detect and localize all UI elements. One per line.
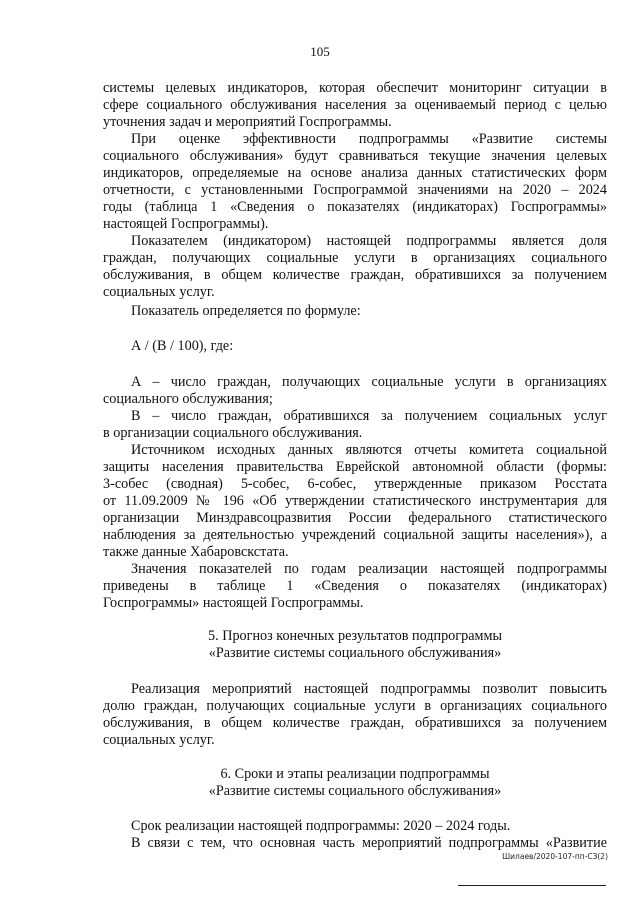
text-line: долю граждан, получающих социальные услуги в организациях социального [103, 698, 607, 714]
section-heading: «Развитие системы социального обслуживания» [208, 783, 502, 799]
text-line: социальных услуг. [103, 284, 215, 300]
text-line: Источником исходных данных являются отчеты комитета социальной [131, 442, 607, 458]
text-line: уточнения задач и мероприятий Госпрограммы. [103, 114, 392, 130]
text-line: наблюдения за деятельностью учреждений социальной защиты населения»), а [103, 527, 607, 543]
text-line: также данные Хабаровскстата. [103, 544, 289, 560]
text-line: системы целевых индикаторов, которая обеспечит мониторинг ситуации в [103, 80, 607, 96]
text-line: В связи с тем, что основная часть мероприятий подпрограммы «Развитие [131, 835, 607, 851]
text-line: В – число граждан, обратившихся за получением социальных услуг [131, 408, 607, 424]
document-code: Шилаев/2020-107-пп-СЗ(2) [502, 852, 608, 861]
text-line: организации Минздравсоцразвития России федерального статистического [103, 510, 607, 526]
text-line: При оценке эффективности подпрограммы «Развитие системы [131, 131, 607, 147]
text-line: обслуживания, в общем количестве граждан, обратившихся за получением [103, 267, 607, 283]
footer-divider [458, 885, 606, 886]
section-heading: 6. Сроки и этапы реализации подпрограммы [220, 766, 490, 782]
text-line: Срок реализации настоящей подпрограммы: 2020 – 2024 годы. [131, 818, 511, 834]
text-line: сфере социального обслуживания населения за оцениваемый период с целью [103, 97, 607, 113]
text-line: защиты населения правительства Еврейской автономной области (формы: [103, 459, 607, 475]
text-line: Значения показателей по годам реализации настоящей подпрограммы [131, 561, 607, 577]
text-line: социального обслуживания» будут сравниваться текущие значения целевых [103, 148, 607, 164]
text-line: Реализация мероприятий настоящей подпрограммы позволит повысить [131, 681, 607, 697]
text-line: в организации социального обслуживания. [103, 425, 363, 441]
text-line: индикаторов, определяемые на основе анализа данных статистических форм [103, 165, 607, 181]
page-number: 105 [310, 44, 330, 59]
text-line: отчетности, с установленными Госпрограммой значениями на 2020 – 2024 [103, 182, 607, 198]
text-line: Показателем (индикатором) настоящей подпрограммы является доля [131, 233, 607, 249]
text-line: А – число граждан, получающих социальные услуги в организациях [131, 374, 607, 390]
text-line: приведены в таблице 1 «Сведения о показателях (индикаторах) [103, 578, 607, 594]
text-line: от 11.09.2009 № 196 «Об утверждении статистического инструментария для [103, 493, 607, 509]
text-line: социальных услуг. [103, 732, 215, 748]
text-line: социального обслуживания; [103, 391, 273, 407]
section-heading: «Развитие системы социального обслуживания» [208, 645, 502, 661]
text-line: обслуживания, в общем количестве граждан, обратившихся за получением [103, 715, 607, 731]
text-line: годы (таблица 1 «Сведения о показателях (индикаторах) Госпрограммы» [103, 199, 607, 215]
text-line: 3-собес (сводная) 5-собес, 6-собес, утвержденные приказом Росстата [103, 476, 607, 492]
text-line: настоящей Госпрограммы). [103, 216, 269, 232]
formula: А / (В / 100), где: [131, 338, 234, 354]
text-line: Госпрограммы» настоящей Госпрограммы. [103, 595, 364, 611]
text-line: Показатель определяется по формуле: [131, 303, 361, 319]
section-heading: 5. Прогноз конечных результатов подпрограммы [208, 628, 502, 644]
text-line: граждан, получающих социальные услуги в организациях социального [103, 250, 607, 266]
